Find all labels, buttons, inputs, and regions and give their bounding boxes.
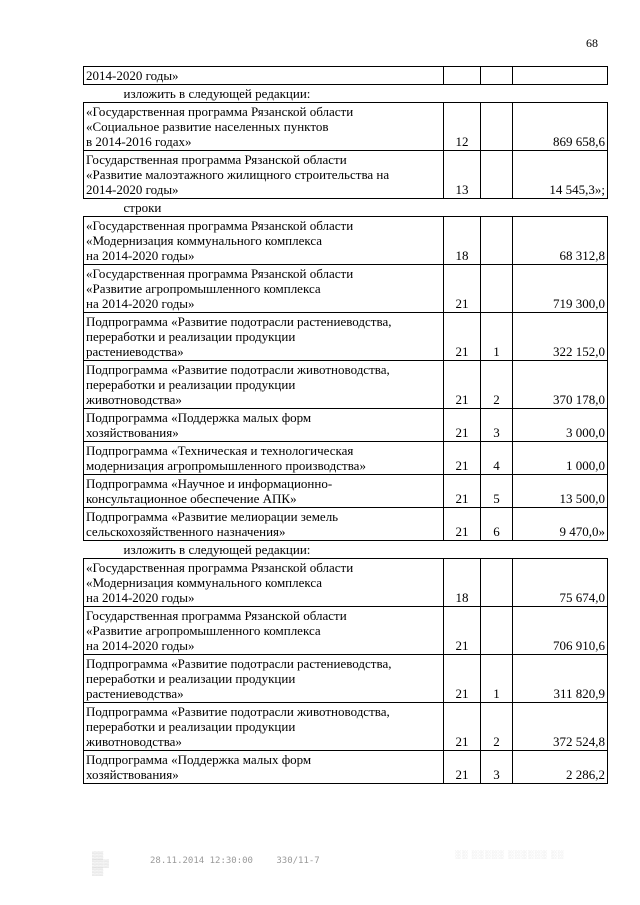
code-b-cell xyxy=(481,67,513,85)
amount-cell: 311 820,9 xyxy=(513,655,608,703)
table-row xyxy=(84,151,608,199)
separator-text: строки xyxy=(84,199,608,217)
table-row xyxy=(84,559,608,607)
separator-text: изложить в следующей редакции: xyxy=(84,541,608,559)
code-a-cell: 18 xyxy=(444,217,481,265)
code-b-cell: 5 xyxy=(481,475,513,508)
table-row xyxy=(84,313,608,361)
table-row xyxy=(84,475,608,508)
code-a-cell: 21 xyxy=(444,361,481,409)
code-a-cell: 21 xyxy=(444,607,481,655)
code-b-cell xyxy=(481,217,513,265)
amount-cell: 14 545,3»; xyxy=(513,151,608,199)
program-name-cell: «Государственная программа Рязанской области «Развитие агропромышленного комплекса на 2014-2020 годы» xyxy=(84,265,444,313)
amount-cell: 706 910,6 xyxy=(513,607,608,655)
amount-cell: 75 674,0 xyxy=(513,559,608,607)
amount-cell: 719 300,0 xyxy=(513,265,608,313)
separator-text: изложить в следующей редакции: xyxy=(84,85,608,103)
program-name-cell: Подпрограмма «Поддержка малых форм хозяйствования» xyxy=(84,409,444,442)
code-b-cell: 3 xyxy=(481,409,513,442)
table-row xyxy=(84,442,608,475)
table-row xyxy=(84,751,608,784)
footer-date: 28.11.2014 12:30:00 xyxy=(150,856,253,866)
code-a-cell: 21 xyxy=(444,751,481,784)
program-name-cell: «Государственная программа Рязанской области «Модернизация коммунального комплекса на 2014-2020 годы» xyxy=(84,559,444,607)
budget-table xyxy=(83,66,608,784)
amount-cell: 3 000,0 xyxy=(513,409,608,442)
page-number: 68 xyxy=(586,36,598,50)
code-b-cell xyxy=(481,607,513,655)
stamp-left: ▒▒ ▒▒▒ ▒▒ xyxy=(92,851,110,876)
table-row xyxy=(84,361,608,409)
table-row xyxy=(84,67,608,85)
amount-cell: 372 524,8 xyxy=(513,703,608,751)
code-b-cell: 4 xyxy=(481,442,513,475)
code-a-cell: 21 xyxy=(444,703,481,751)
program-name-cell: Подпрограмма «Поддержка малых форм хозяйствования» xyxy=(84,751,444,784)
amount-cell xyxy=(513,67,608,85)
code-a-cell: 21 xyxy=(444,442,481,475)
code-a-cell: 21 xyxy=(444,409,481,442)
program-name-cell: Государственная программа Рязанской области «Развитие агропромышленного комплекса на 2014-2020 годы» xyxy=(84,607,444,655)
program-name-cell: Подпрограмма «Техническая и технологическая модернизация агропромышленного производства» xyxy=(84,442,444,475)
amount-cell: 322 152,0 xyxy=(513,313,608,361)
program-name-cell: Подпрограмма «Развитие подотрасли растениеводства, переработки и реализации продукции растениеводства» xyxy=(84,655,444,703)
code-b-cell: 1 xyxy=(481,313,513,361)
table-row xyxy=(84,655,608,703)
code-b-cell: 3 xyxy=(481,751,513,784)
separator-row xyxy=(84,85,608,103)
program-name-cell: Подпрограмма «Развитие подотрасли растениеводства, переработки и реализации продукции растениеводства» xyxy=(84,313,444,361)
code-a-cell: 21 xyxy=(444,265,481,313)
code-a-cell: 21 xyxy=(444,508,481,541)
code-b-cell xyxy=(481,151,513,199)
code-b-cell xyxy=(481,103,513,151)
code-a-cell: 21 xyxy=(444,475,481,508)
code-a-cell: 12 xyxy=(444,103,481,151)
code-a-cell: 21 xyxy=(444,655,481,703)
table-row xyxy=(84,217,608,265)
program-name-cell: Подпрограмма «Развитие подотрасли животноводства, переработки и реализации продукции животноводства» xyxy=(84,361,444,409)
code-a-cell: 18 xyxy=(444,559,481,607)
separator-row xyxy=(84,541,608,559)
footer-code: 330/11-7 xyxy=(276,856,320,866)
table-row xyxy=(84,409,608,442)
program-name-cell: 2014-2020 годы» xyxy=(84,67,444,85)
code-b-cell: 1 xyxy=(481,655,513,703)
table-row xyxy=(84,508,608,541)
amount-cell: 2 286,2 xyxy=(513,751,608,784)
table-row xyxy=(84,103,608,151)
code-a-cell: 13 xyxy=(444,151,481,199)
table-row xyxy=(84,703,608,751)
code-b-cell: 2 xyxy=(481,361,513,409)
program-name-cell: Подпрограмма «Развитие мелиорации земель сельскохозяйственного назначения» xyxy=(84,508,444,541)
table-row xyxy=(84,607,608,655)
amount-cell: 370 178,0 xyxy=(513,361,608,409)
program-name-cell: Подпрограмма «Научное и информационно- консультационное обеспечение АПК» xyxy=(84,475,444,508)
program-name-cell: «Государственная программа Рязанской области «Модернизация коммунального комплекса на 2014-2020 годы» xyxy=(84,217,444,265)
amount-cell: 1 000,0 xyxy=(513,442,608,475)
amount-cell: 68 312,8 xyxy=(513,217,608,265)
code-a-cell: 21 xyxy=(444,313,481,361)
code-b-cell xyxy=(481,559,513,607)
amount-cell: 13 500,0 xyxy=(513,475,608,508)
budget-table-body xyxy=(84,67,608,784)
program-name-cell: Государственная программа Рязанской области «Развитие малоэтажного жилищного строительства на 2014-2020 годы» xyxy=(84,151,444,199)
footer xyxy=(150,856,338,866)
separator-row xyxy=(84,199,608,217)
program-name-cell: «Государственная программа Рязанской области «Социальное развитие населенных пунктов в 2014-2016 годах» xyxy=(84,103,444,151)
table-row xyxy=(84,265,608,313)
code-b-cell xyxy=(481,265,513,313)
code-b-cell: 6 xyxy=(481,508,513,541)
amount-cell: 9 470,0» xyxy=(513,508,608,541)
program-name-cell: Подпрограмма «Развитие подотрасли животноводства, переработки и реализации продукции животноводства» xyxy=(84,703,444,751)
amount-cell: 869 658,6 xyxy=(513,103,608,151)
code-a-cell xyxy=(444,67,481,85)
code-b-cell: 2 xyxy=(481,703,513,751)
stamp-right: ░░ ░░░░░ ░░░░░░ ░░ xyxy=(455,850,565,859)
